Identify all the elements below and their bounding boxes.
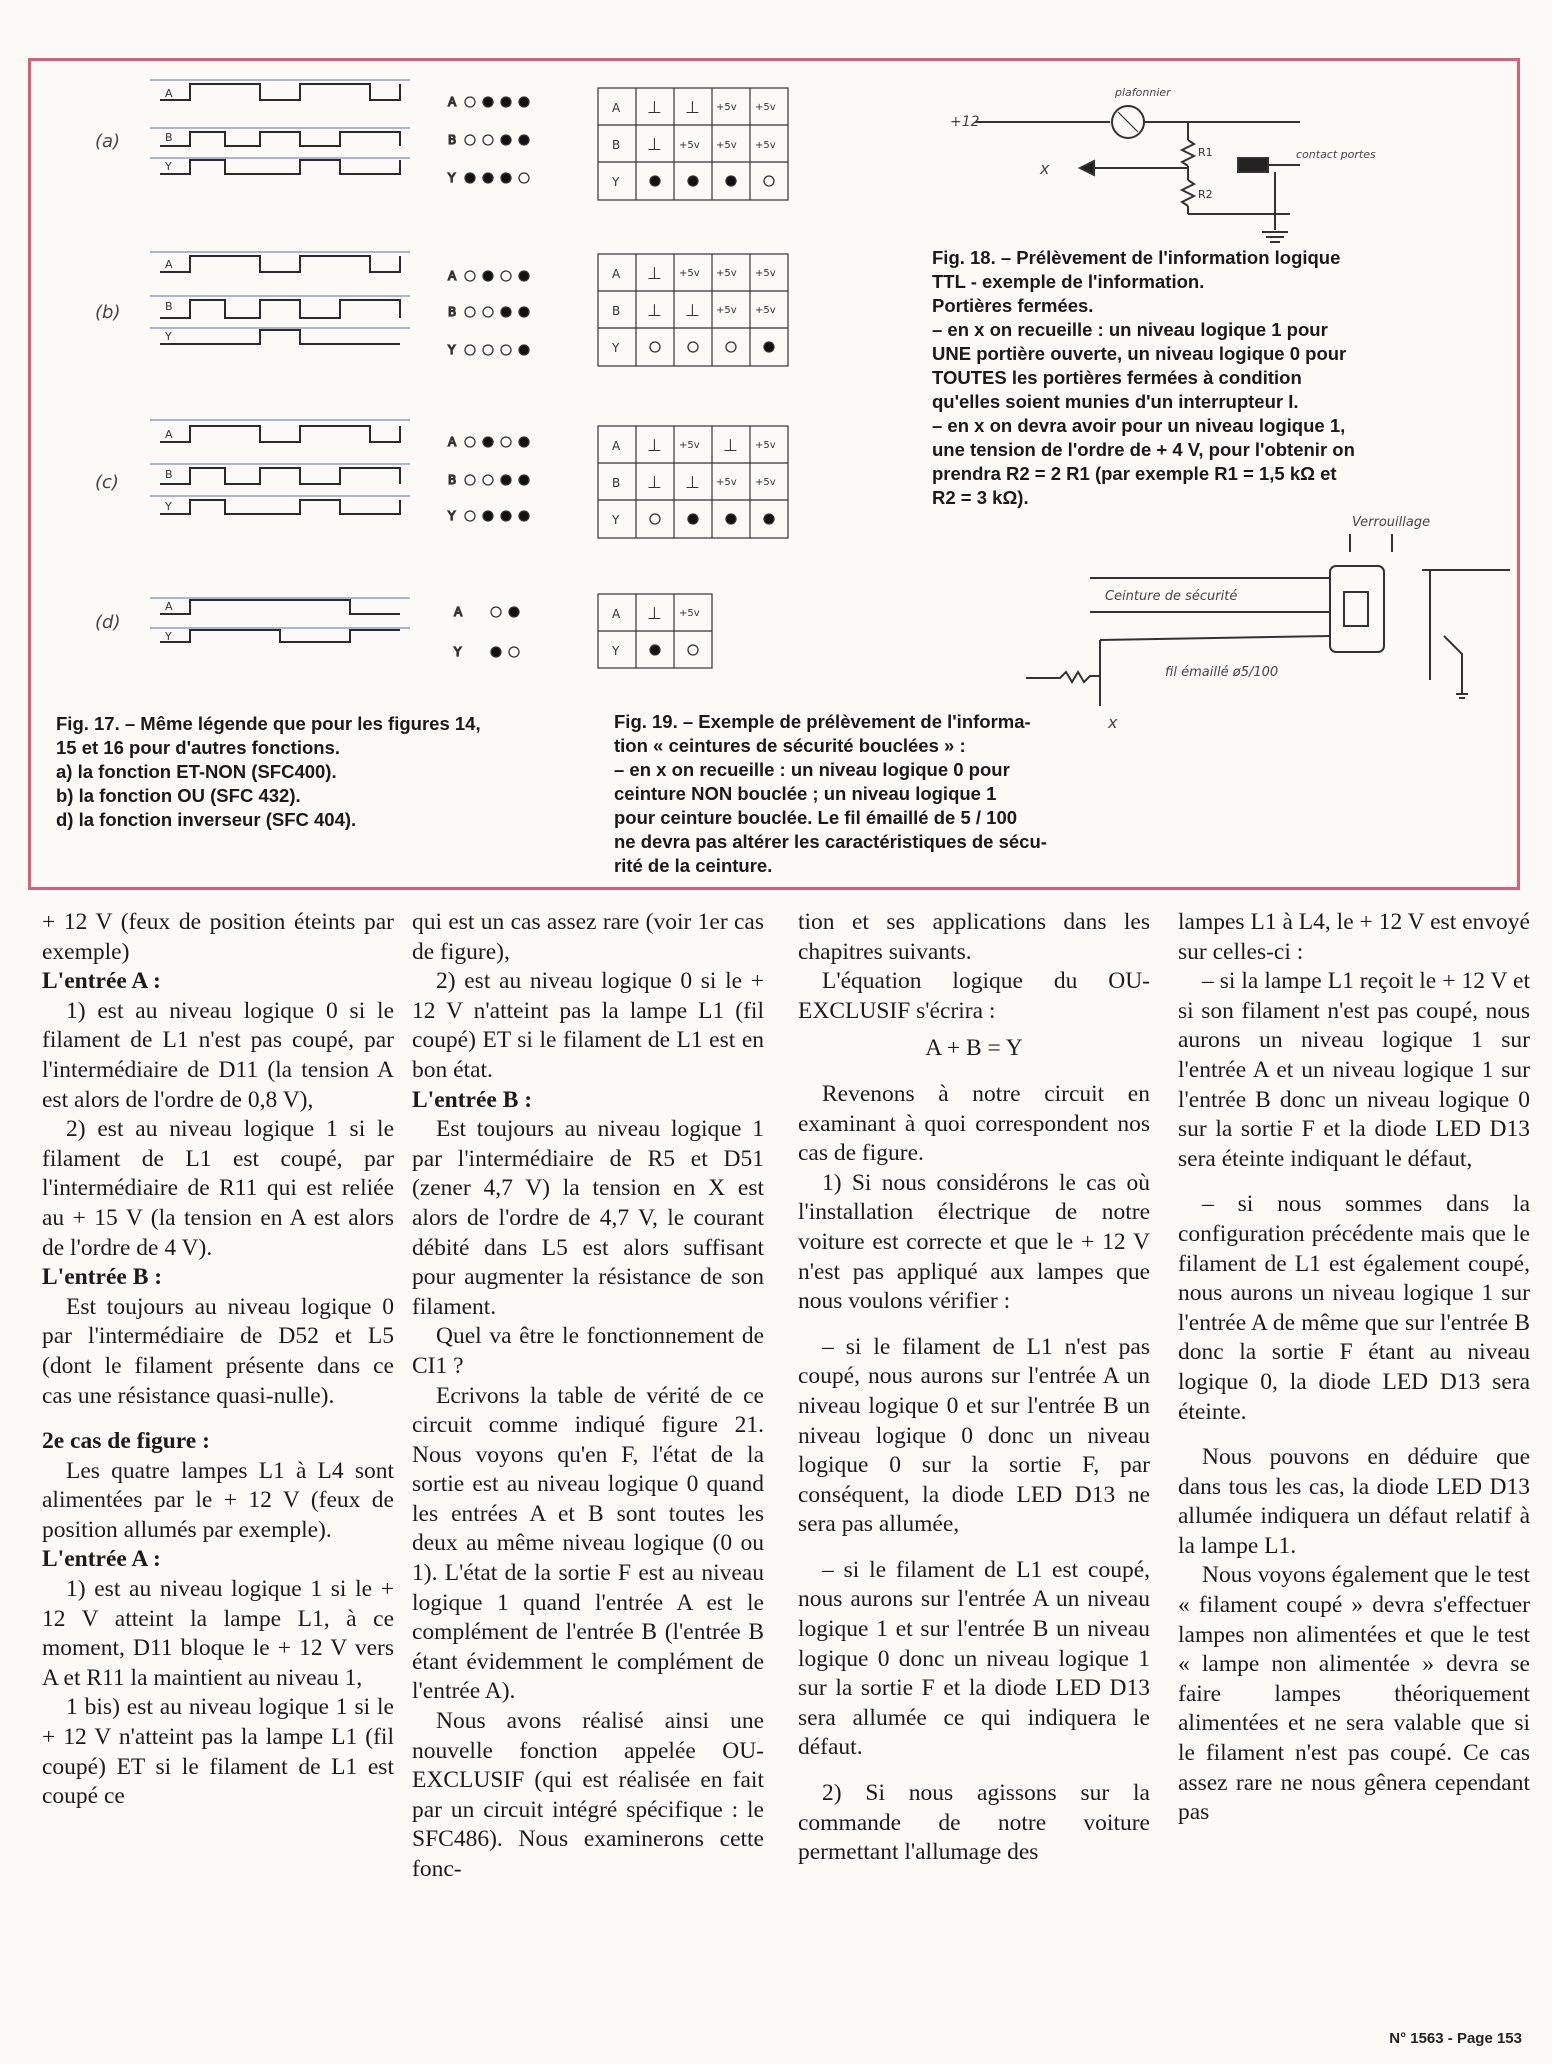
- fig19-x-label: x: [1108, 713, 1118, 732]
- paragraph: tion et ses applications dans les chapitres suivants.: [798, 909, 1150, 965]
- sig-label: A: [165, 600, 173, 613]
- fig19-sketch: [1026, 534, 1510, 706]
- paragraph: – si le filament de L1 n'est pas coupé, nous aurons sur l'entrée A un niveau logique 0 et sur l'entrée B un niveau logique 0 donc un niveau logique 0 sur la sortie F, par conséquent, la diode LED D13 ne sera pas allumée,: [798, 1333, 1150, 1538]
- svg-text:Y: Y: [448, 171, 456, 185]
- fig17-panel-d: [150, 598, 410, 642]
- section-heading: L'entrée A :: [42, 1546, 161, 1573]
- section-heading: L'entrée B :: [412, 1086, 533, 1113]
- svg-text:Y: Y: [454, 645, 462, 659]
- fig18-switch-label: contact portes: [1296, 148, 1376, 161]
- fig17-truth-tables: [598, 88, 788, 668]
- paragraph: Nous avons réalisé ainsi une nouvelle fonction appelée OU-EXCLUSIF (qui est réalisée en fait par un circuit intégré spécifique : le SFC486). Nous examinerons cette fonc-: [412, 1708, 764, 1882]
- sig-label: A: [165, 87, 173, 100]
- svg-text:+5v: +5v: [679, 268, 700, 279]
- paragraph: qui est un cas assez rare (voir 1er cas de figure),: [412, 909, 764, 965]
- section-heading: L'entrée B :: [42, 1264, 163, 1291]
- text-column-3: [798, 908, 1150, 1868]
- svg-text:+5v: +5v: [755, 440, 776, 451]
- paragraph: 2) est au niveau logique 1 si le filament de L1 est coupé, par l'intermédiaire de R11 qui est reliée au + 15 V (la tension en A est alors de l'ordre de 4 V).: [42, 1116, 394, 1261]
- paragraph: 2) Si nous agissons sur la commande de notre voiture permettant l'allumage des: [798, 1780, 1150, 1866]
- svg-text:A: A: [612, 439, 621, 453]
- paragraph: lampes L1 à L4, le + 12 V est envoyé sur celles-ci :: [1178, 909, 1530, 965]
- page-footer: N° 1563 - Page 153: [1389, 2030, 1522, 2047]
- fig17-label-b: (b): [95, 302, 121, 323]
- svg-text:Y: Y: [448, 509, 456, 523]
- sig-label: Y: [165, 330, 172, 343]
- paragraph: Revenons à notre circuit en examinant à quoi correspondent nos cas de figure.: [798, 1080, 1150, 1167]
- paragraph: Quel va être le fonctionnement de CI1 ?: [412, 1323, 764, 1379]
- paragraph: 1) Si nous considérons le cas où l'installation électrique de notre voiture est correcte et que le + 12 V n'est pas appliqué aux lampes que nous voulons vérifier :: [798, 1169, 1150, 1315]
- svg-text:Y: Y: [448, 343, 456, 357]
- fig17-caption: Fig. 17. – Même légende que pour les figures 14, 15 et 16 pour d'autres fonctions. a) la fonction ET-NON (SFC400). b) la fonction OU (SFC 432). d) la fonction inverseur (SFC 404).: [56, 713, 481, 830]
- fig17-panel-a: [150, 80, 410, 174]
- paragraph: 1 bis) est au niveau logique 1 si le + 12 V n'atteint pas la lampe L1 (fil coupé) ET si le filament de L1 est coupé ce: [42, 1694, 394, 1810]
- svg-text:+5v: +5v: [755, 268, 776, 279]
- fig17-dots: [447, 95, 529, 659]
- sig-label: Y: [165, 500, 172, 513]
- paragraph: A + B = Y: [925, 1035, 1023, 1062]
- truth-table-dots: [650, 176, 774, 655]
- svg-text:⊥: ⊥: [723, 436, 738, 456]
- text-column-1: [42, 908, 394, 1812]
- paragraph: Nous voyons également que le test « filament coupé » devra s'effectuer lampes non alimentées et que le test « lampe non alimentée » devra se faire lampes théoriquement alimentées et ne sera valable que si le filament n'est pas coupé. Ce cas assez rare ne nous gênera cependant pas: [1178, 1562, 1530, 1826]
- paragraph: – si le filament de L1 est coupé, nous aurons sur l'entrée A un niveau logique 1 et sur l'entrée B un niveau logique 0 donc un niveau logique 1 sur la sortie F et la diode LED D13 sera allumée ce qui indiquera le défaut.: [798, 1556, 1150, 1761]
- svg-text:⊥: ⊥: [647, 264, 662, 284]
- svg-text:Y: Y: [612, 644, 620, 658]
- svg-text:B: B: [448, 305, 457, 319]
- section-heading: L'entrée A :: [42, 968, 161, 995]
- paragraph: 1) est au niveau logique 0 si le filament de L1 n'est pas coupé, par l'intermédiaire de D11 (la tension A est alors de l'ordre de 0,8 V),: [42, 997, 394, 1113]
- svg-text:A: A: [448, 435, 457, 449]
- sig-label: Y: [165, 630, 172, 643]
- svg-text:+5v: +5v: [679, 140, 700, 151]
- fig19-caption: Fig. 19. – Exemple de prélèvement de l'informa- tion « ceintures de sécurité bouclées » : – en x on recueille : un niveau logique 0 pour ceinture NON bouclée ; un niveau logique 1 pour ceinture bouclée. Le fil émaillé de 5 / 100 ne devra pas altérer les caractéristiques de sécu- rité de la ceinture.: [614, 711, 1047, 876]
- svg-text:A: A: [612, 607, 621, 621]
- svg-text:B: B: [448, 133, 457, 147]
- svg-text:A: A: [612, 101, 621, 115]
- svg-text:+5v: +5v: [755, 140, 776, 151]
- fig18-x-label: x: [1040, 159, 1050, 178]
- sig-label: B: [165, 131, 173, 144]
- sig-label: A: [165, 428, 173, 441]
- svg-text:⊥: ⊥: [647, 473, 662, 493]
- svg-text:Y: Y: [612, 513, 620, 527]
- fig18-schematic: [975, 106, 1300, 242]
- fig17-label-d: (d): [95, 612, 121, 633]
- svg-text:+5v: +5v: [679, 608, 700, 619]
- svg-text:A: A: [448, 269, 457, 283]
- svg-text:A: A: [448, 95, 457, 109]
- paragraph: Est toujours au niveau logique 0 par l'intermédiaire de D52 et L5 (dont le filament présente dans ce cas une résistance quasi-nulle).: [42, 1293, 394, 1409]
- svg-text:⊥: ⊥: [647, 301, 662, 321]
- fig17-panel-c: [150, 420, 410, 514]
- fig18-r2-label: R2: [1198, 188, 1213, 201]
- svg-text:+5v: +5v: [755, 102, 776, 113]
- svg-text:+5v: +5v: [716, 305, 737, 316]
- svg-text:+5v: +5v: [716, 477, 737, 488]
- svg-text:+5v: +5v: [716, 268, 737, 279]
- svg-text:A: A: [454, 605, 463, 619]
- svg-text:+5v: +5v: [755, 305, 776, 316]
- paragraph: Est toujours au niveau logique 1 par l'intermédiaire de R5 et D51 (zener 4,7 V) la tension en X est alors de l'ordre de 4,7 V, le courant débité dans L5 est alors suffisant pour augmenter la résistance de son filament.: [412, 1116, 764, 1320]
- fig19-belt-label: Ceinture de sécurité: [1105, 589, 1238, 604]
- fig18-supply-label: +12: [950, 114, 980, 130]
- fig18-caption: Fig. 18. – Prélèvement de l'information logique TTL - exemple de l'information. Portières fermées. – en x on recueille : un niveau logique 1 pour UNE portière ouverte, un niveau logique 0 pour TOUTES les portières fermées à condition qu'elles soient munies d'un interrupteur I. – en x on devra avoir pour un niveau logique 1, une tension de l'ordre de + 4 V, pour l'obtenir on prendra R2 = 2 R1 (par exemple R1 = 1,5 kΩ et R2 = 3 kΩ).: [932, 247, 1355, 508]
- svg-text:+5v: +5v: [716, 140, 737, 151]
- paragraph: L'équation logique du OU-EXCLUSIF s'écrira :: [798, 968, 1150, 1024]
- svg-text:⊥: ⊥: [647, 135, 662, 155]
- paragraph: 1) est au niveau logique 1 si le + 12 V atteint la lampe L1, à ce moment, D11 bloque le + 12 V vers A et R11 la maintient au niveau 1,: [42, 1576, 394, 1691]
- fig17-label-a: (a): [95, 131, 121, 152]
- fig19-wire-label: fil émaillé ø5/100: [1165, 665, 1279, 680]
- svg-text:A: A: [612, 267, 621, 281]
- text-column-2: [412, 908, 764, 1885]
- sig-label: B: [165, 468, 173, 481]
- svg-text:Y: Y: [612, 341, 620, 355]
- svg-text:+5v: +5v: [679, 440, 700, 451]
- fig18-lamp-label: plafonnier: [1115, 86, 1171, 99]
- section-heading: 2e cas de figure :: [42, 1428, 210, 1455]
- paragraph: + 12 V (feux de position éteints par exemple): [42, 909, 394, 965]
- fig18-r1-label: R1: [1198, 146, 1213, 159]
- fig19-lock-label: Verrouillage: [1352, 515, 1431, 530]
- paragraph: Ecrivons la table de vérité de ce circuit comme indiqué figure 21. Nous voyons qu'en F, l'état de la sortie est au niveau logique 0 quand les entrées A et B sont toutes les deux au même niveau logique (0 ou 1). L'état de la sortie F est au niveau logique 1 quand l'entrée A est le complément de l'entrée B (l'entrée B étant évidemment le complément de l'entrée A).: [412, 1382, 764, 1705]
- svg-text:⊥: ⊥: [647, 98, 662, 118]
- svg-text:+5v: +5v: [716, 102, 737, 113]
- svg-text:⊥: ⊥: [685, 473, 700, 493]
- fig17-panel-b: [150, 252, 410, 344]
- svg-text:⊥: ⊥: [647, 436, 662, 456]
- paragraph: 2) est au niveau logique 0 si le + 12 V n'atteint pas la lampe L1 (fil coupé) ET si le filament de L1 est en bon état.: [412, 968, 764, 1083]
- paragraph: Nous pouvons en déduire que dans tous les cas, la diode LED D13 allumée indiquera un défaut relatif à la lampe L1.: [1178, 1444, 1530, 1559]
- svg-text:B: B: [612, 138, 621, 152]
- svg-text:+5v: +5v: [755, 477, 776, 488]
- svg-text:⊥: ⊥: [685, 98, 700, 118]
- sig-label: B: [165, 300, 173, 313]
- svg-text:B: B: [612, 304, 621, 318]
- sig-label: A: [165, 258, 173, 271]
- paragraph: – si la lampe L1 reçoit le + 12 V et si son filament n'est pas coupé, nous aurons un niveau logique 1 sur l'entrée A et un niveau logique 1 sur l'entrée B donc un niveau logique 0 sur la sortie F et la diode LED D13 sera éteinte indiquant le défaut,: [1178, 968, 1530, 1172]
- svg-text:B: B: [448, 473, 457, 487]
- text-column-4: [1178, 908, 1530, 1828]
- paragraph: Les quatre lampes L1 à L4 sont alimentées par le + 12 V (feux de position allumés par exemple).: [42, 1457, 394, 1543]
- fig17-label-c: (c): [95, 472, 119, 493]
- svg-text:⊥: ⊥: [647, 604, 662, 624]
- svg-text:Y: Y: [612, 175, 620, 189]
- sig-label: Y: [165, 160, 172, 173]
- paragraph: – si nous sommes dans la configuration précédente mais que le filament de L1 est également coupé, nous aurons un niveau logique 1 sur l'entrée A de même que sur l'entrée B donc la sortie F étant au niveau logique 0, la diode LED D13 sera éteinte.: [1178, 1191, 1530, 1425]
- svg-text:B: B: [612, 476, 621, 490]
- svg-text:⊥: ⊥: [685, 301, 700, 321]
